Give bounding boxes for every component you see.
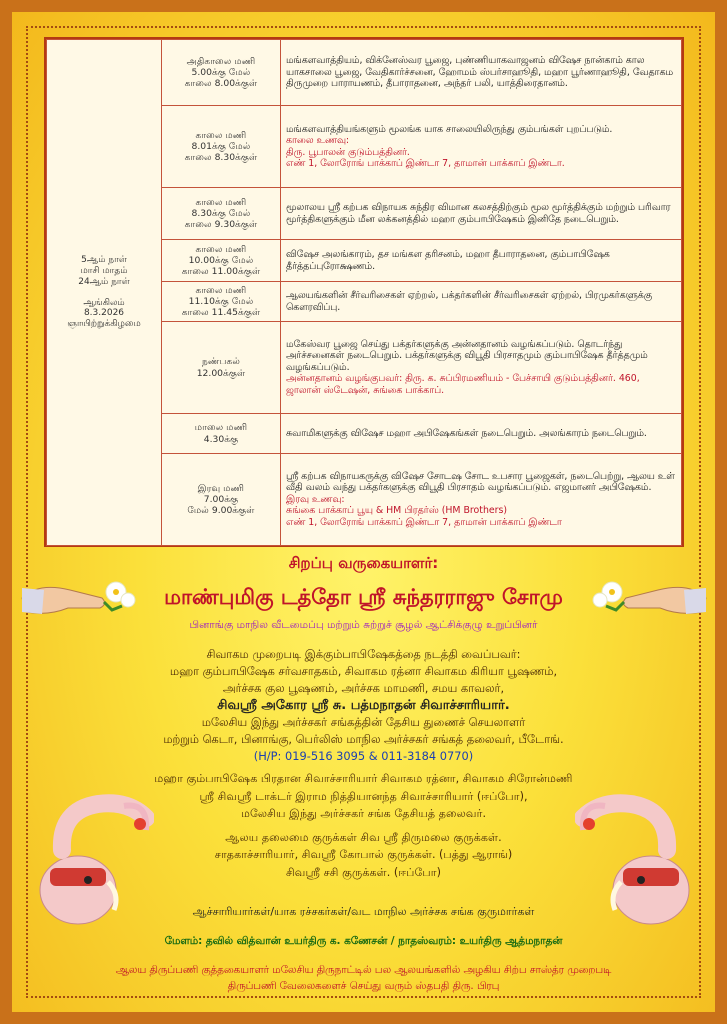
desc-highlight: இரவு உணவு: — [286, 493, 345, 505]
time-line: 8.01க்கு மேல் — [191, 140, 251, 152]
text-line: மலேசிய இந்து அர்ச்சகர் சங்க தேசியத் தலைவர். — [240, 807, 487, 820]
desc-cell: சுவாமிகளுக்கு விஷேச மஹா அபிஷேகங்கள் நடைபெறும். அலங்காரம் நடைபெறும். — [281, 414, 682, 454]
time-line: நண்பகல் — [202, 356, 240, 368]
text-line: அர்ச்சக குல பூஷணம், அர்ச்சக மாமணி, சமய காவலர், — [222, 681, 505, 695]
music-line: மேளம்: தவில் வித்வான் உயர்திரு க. கணேசன் / நாதஸ்வரம்: உயர்திரு ஆத்மநாதன் — [164, 935, 563, 947]
time-cell — [162, 282, 281, 322]
time-line: இரவு மணி — [197, 482, 245, 494]
time-line: காலை மணி — [195, 129, 247, 141]
time-cell — [162, 322, 281, 414]
time-line: மாலை மணி — [194, 422, 248, 434]
text-line: மலேசிய இந்து அர்ச்சகர் சங்கத்தின் தேசிய துணைச் செயலாளர் — [201, 715, 526, 729]
text-line: சிவாகம முறைபடி இக்கும்பாபிஷேகத்தை நடத்தி வைப்பவர்: — [206, 647, 521, 661]
time-cell — [162, 40, 281, 106]
time-cell — [162, 106, 281, 188]
desc-text: மங்களவாத்தியங்களும் மூலங்க யாக சாலையிலிருந்து கும்பங்கள் புறப்படும். — [286, 123, 613, 135]
conductor-name: சிவஸ்ரீ அகோர ஸ்ரீ சு. பத்மநாதன் சிவாச்சாரியார். — [217, 698, 510, 713]
time-line: 4.30க்கு — [203, 433, 239, 445]
desc-cell — [281, 322, 682, 414]
day-line: ஆங்கிலம் — [83, 297, 125, 308]
vip-name: மாண்புமிகு டத்தோ ஸ்ரீ சுந்தரராஜு சோமு — [164, 585, 563, 609]
desc-cell: மூலாலய ஸ்ரீ கற்பக விநாயக சுந்திர விமான கலசத்திற்கும் மூல மூர்த்திக்கும் மற்றும் பரிவார மூர்த்திகளுக்கும் மீன லக்கனத்தில் மஹா கும்பாபிஷேகம் இனிதே நடைபெறும். — [281, 188, 682, 240]
time-line: 5.00க்கு மேல் — [191, 66, 251, 78]
desc-highlight: அன்னதானம் வழங்குபவர்: திரு. க. சுப்பிரமணியம் - பேச்சாயி குடும்பத்தினர். 460, ஜாலான் ஸ்டேஷன், சுங்கை பாக்காப். — [286, 373, 640, 396]
text-line: மஹா கும்பாபிஷேக பிரதான சிவாச்சாரியார் சிவாகம ரத்னா, சிவாகம சிரோன்மணி — [154, 772, 573, 785]
time-line: காலை மணி — [195, 243, 247, 255]
table-row — [47, 40, 682, 106]
time-cell — [162, 454, 281, 546]
time-cell — [162, 414, 281, 454]
text-line: சிவஸ்ரீ சசி குருக்கள். (ஈப்போ) — [286, 865, 441, 879]
schedule-table — [44, 37, 684, 547]
desc-cell — [281, 454, 682, 546]
vip-label: சிறப்பு வருகையாளர்: — [288, 554, 439, 572]
time-line: 11.10க்கு மேல் — [188, 295, 254, 307]
text-line: திருப்பணி வேலைகளைச் செய்து வரும் ஸ்தபதி திரு. பிரபு — [227, 980, 500, 992]
day-line: 8.3.2026 — [83, 308, 125, 319]
time-line: அதிகாலை மணி — [186, 55, 256, 67]
time-line: காலை 11.00க்குள் — [181, 266, 261, 278]
time-line: காலை 8.30க்குள் — [184, 152, 258, 164]
day-cell — [47, 40, 162, 546]
desc-highlight: திரு. பூபாலன் குடும்பத்தினர். — [286, 146, 410, 158]
desc-highlight: சுங்கை பாக்காப் பூயு & HM பிரதர்ஸ் (HM Brothers) — [286, 505, 508, 517]
text-line: ஆலய தலைமை குருக்கள் சிவ ஸ்ரீ திருமலை குருக்கள். — [225, 830, 502, 844]
desc-cell: மங்களவாத்தியம், விக்னேஸ்வர பூஜை, புண்ணியாகவாஜனம் விஷேச நான்காம் கால யாகசாலை பூஜை, வேதிகார்ச்சனை, ஹோமம் ஸ்பர்சாஹூதி, மஹா பூர்ணாஹூதி, வேதாகம திருமுறை பாராயணம், தீபாராதனை, அந்தர் பலி, யாத்திரைதானம். — [281, 40, 682, 106]
day-line: 24ஆம் நாள் — [78, 276, 130, 287]
time-line: 10.00க்கு மேல் — [188, 254, 254, 266]
text-line: ஆலய திருப்பணி குத்தகையாளர் மலேசிய திருநாட்டில் பல ஆலயங்களில் அழகிய சிற்ப சாஸ்த்ர முறைபடி — [115, 964, 612, 976]
sculptor-block — [0, 962, 727, 994]
time-line: காலை 8.00க்குள் — [184, 78, 258, 90]
time-line: காலை 11.45க்குள் — [181, 307, 261, 319]
gurus-line: ஆச்சாரியார்கள்/யாக ரச்சகர்கள்/வட மாநில அர்ச்சக சங்க குருமார்கள் — [192, 905, 535, 918]
time-cell — [162, 240, 281, 282]
text-line: ஸ்ரீ சிவஸ்ரீ டாக்டர் இராம நித்தியானந்த சிவாச்சாரியார் (ஈப்போ), — [199, 789, 528, 803]
time-line: 12.00க்குள் — [196, 367, 246, 379]
time-line: மேல் 9.00க்குள் — [187, 505, 255, 517]
conductor-block — [0, 646, 727, 765]
desc-highlight: எண் 1, லோரோங் பாக்காப் இண்டா 7, தாமான் பாக்காப் இண்டா — [286, 516, 562, 528]
desc-cell: ஆலயங்களின் சீர்வரிசைகள் ஏற்றல், பக்தர்களின் சீர்வரிசைகள் ஏற்றல், பிரமுகர்களுக்கு கௌரவிப்பு. — [281, 282, 682, 322]
desc-cell — [281, 106, 682, 188]
text-line: மற்றும் கெடா, பினாங்கு, பெர்லிஸ் மாநில அர்ச்சகர் சங்கத் தலைவர், பீடோங். — [163, 732, 564, 746]
desc-highlight: காலை உணவு: — [286, 135, 350, 147]
desc-text: ஸ்ரீ கற்பக விநாயகருக்கு விஷேச சோடஷ சோட உபசார பூஜைகள், நடைபெற்று, ஆலய உள் வீதி வலம் வந்து பக்தர்களுக்கு விபூதி பிரசாதம் வழங்கப்படும். எஜமானர் அபிஷேகம். — [286, 470, 675, 494]
text-line: சாதகாச்சாரியார், சிவஸ்ரீ கோபால் குருக்கள். (பத்து ஆராங்) — [214, 848, 513, 861]
time-cell — [162, 188, 281, 240]
time-line: 7.00க்கு — [203, 493, 239, 505]
phone-numbers: (H/P: 019-516 3095 & 011-3184 0770) — [253, 749, 474, 763]
day-line: ஞாயிற்றுக்கிழமை — [67, 319, 141, 330]
day-line: 5ஆம் நாள் — [81, 254, 127, 265]
time-line: காலை மணி — [195, 284, 247, 296]
time-line: காலை 9.30க்குள் — [184, 219, 258, 231]
time-line: காலை மணி — [195, 196, 247, 208]
time-line: 8.30க்கு மேல் — [191, 207, 251, 219]
text-line: மஹா கும்பாபிஷேக சர்வசாதகம், சிவாகம ரத்னா சிவாகம கிரியா பூஷணம், — [169, 664, 558, 678]
desc-cell: விஷேச அலங்காரம், தச மங்கள தரிசனம், மஹா தீபாராதனை, கும்பாபிஷேக தீர்த்தப்புரோக்ஷணம். — [281, 240, 682, 282]
vip-title: பினாங்கு மாநில வீடமைப்பு மற்றும் சுற்றுச் சூழல் ஆட்சிக்குழு உறுப்பினர் — [189, 619, 538, 631]
day-line: மாசி மாதம் — [80, 265, 128, 276]
desc-highlight: எண் 1, லோரோங் பாக்காப் இண்டா 7, தாமான் பாக்காப் இண்டா. — [286, 157, 565, 169]
desc-text: மகேஸ்வர பூஜை செய்து பக்தர்களுக்கு அன்னதானம் வழங்கப்படும். தொடர்ந்து அர்ச்சனைகள் நடைபெறும். பக்தர்களுக்கு விபூதி பிரசாதமும் கும்பாபிஷேக தீர்த்தமும் வழங்கப்படும். — [286, 338, 648, 373]
